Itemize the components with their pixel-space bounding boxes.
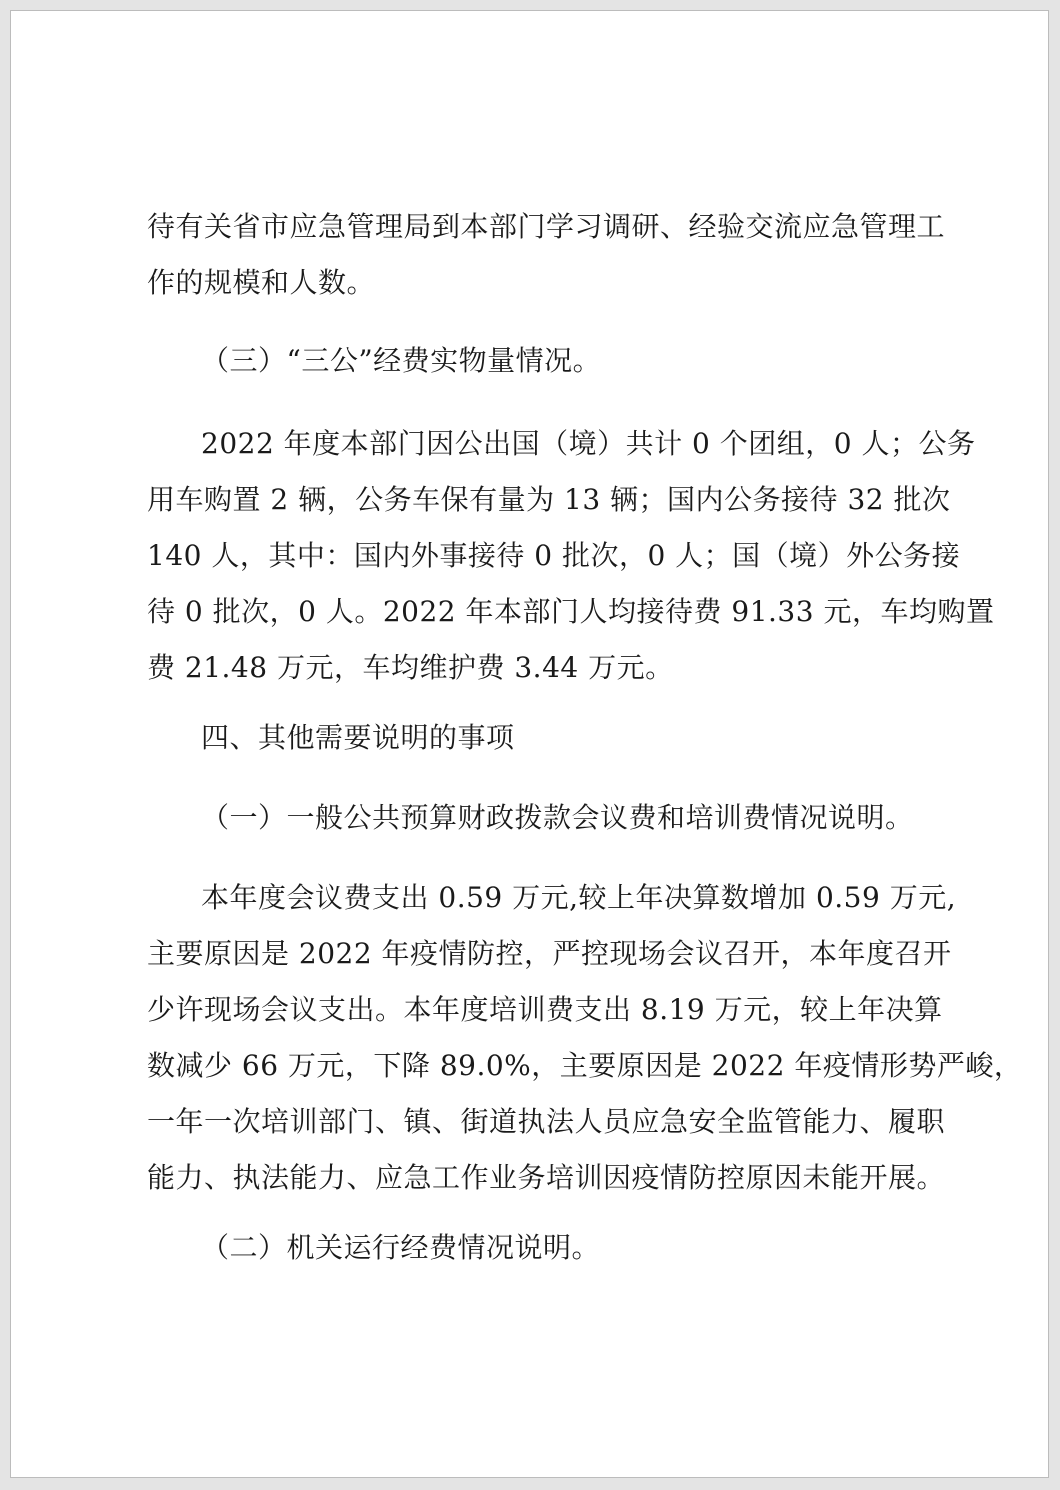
paragraph-2-line-3: 140 人，其中：国内外事接待 0 批次，0 人；国（境）外公务接 — [147, 539, 961, 572]
paragraph-2-line-5: 费 21.48 万元，车均维护费 3.44 万元。 — [147, 651, 674, 684]
document-page — [10, 10, 1049, 1478]
heading-three-public-expenses: （三）“三公”经费实物量情况。 — [201, 344, 602, 377]
paragraph-3-line-3: 少许现场会议支出。本年度培训费支出 8.19 万元，较上年决算 — [147, 993, 943, 1026]
subheading-two-operating-expenses: （二）机关运行经费情况说明。 — [201, 1231, 601, 1264]
subheading-one-meeting-training: （一）一般公共预算财政拨款会议费和培训费情况说明。 — [201, 801, 914, 834]
paragraph-1-line-2: 作的规模和人数。 — [147, 266, 376, 299]
section-four-heading: 四、其他需要说明的事项 — [201, 721, 515, 754]
paragraph-1-line-1: 待有关省市应急管理局到本部门学习调研、经验交流应急管理工 — [147, 210, 946, 243]
paragraph-3-line-1: 本年度会议费支出 0.59 万元,较上年决算数增加 0.59 万元, — [201, 881, 957, 914]
paragraph-3-line-6: 能力、执法能力、应急工作业务培训因疫情防控原因未能开展。 — [147, 1161, 946, 1194]
paragraph-2-line-4: 待 0 批次，0 人。2022 年本部门人均接待费 91.33 元，车均购置 — [147, 595, 995, 628]
paragraph-3-line-2: 主要原因是 2022 年疫情防控，严控现场会议召开，本年度召开 — [147, 937, 952, 970]
paragraph-2-line-2: 用车购置 2 辆，公务车保有量为 13 辆；国内公务接待 32 批次 — [147, 483, 951, 516]
paragraph-3-line-4: 数减少 66 万元，下降 89.0%，主要原因是 2022 年疫情形势严峻， — [147, 1049, 1023, 1082]
paragraph-2-line-1: 2022 年度本部门因公出国（境）共计 0 个团组，0 人；公务 — [201, 427, 976, 460]
paragraph-3-line-5: 一年一次培训部门、镇、街道执法人员应急安全监管能力、履职 — [147, 1105, 946, 1138]
